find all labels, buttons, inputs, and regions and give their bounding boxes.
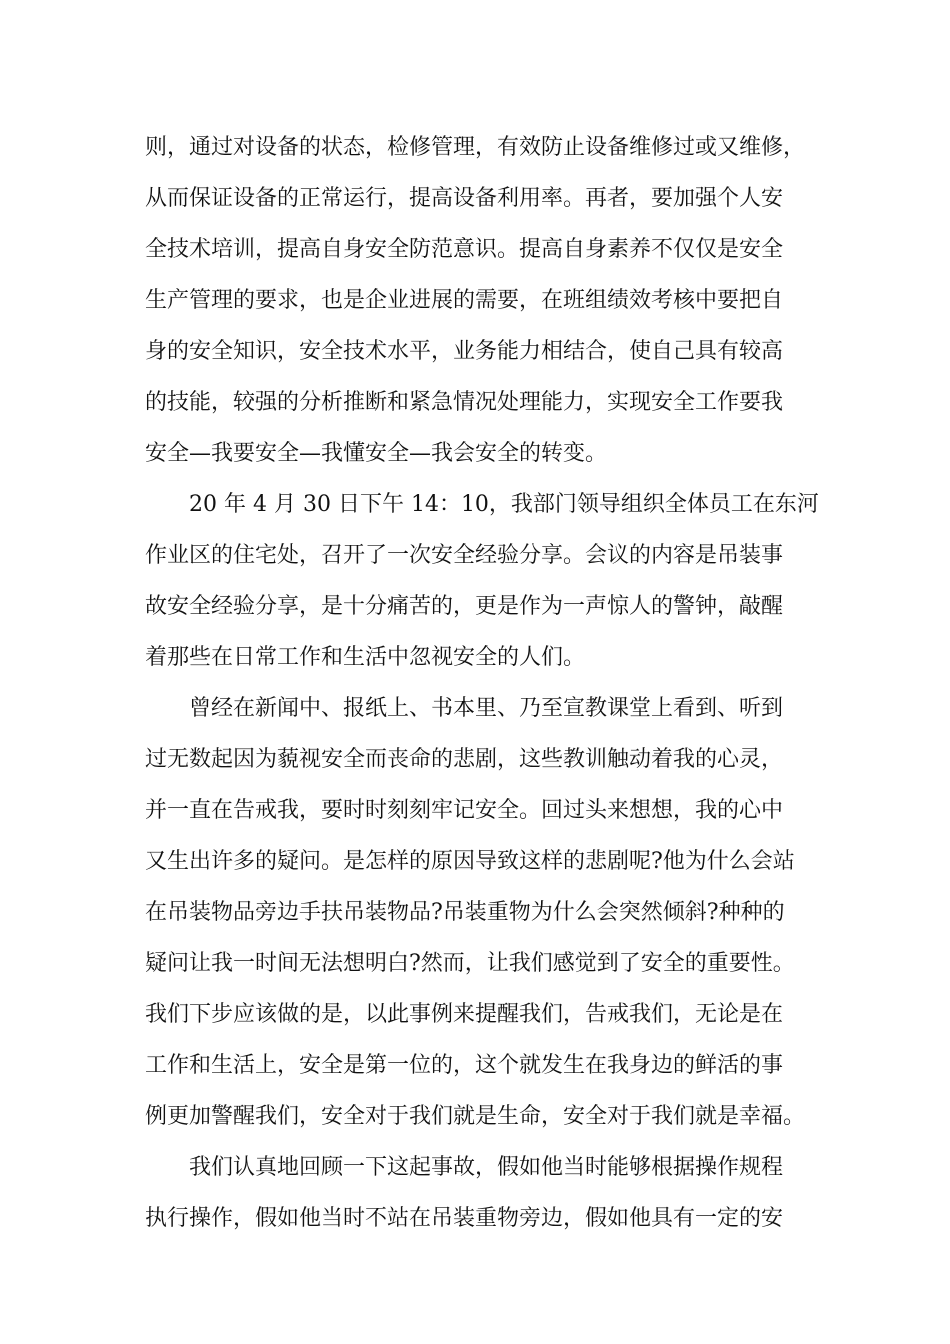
text-line: 我们下步应该做的是，以此事例来提醒我们，告戒我们，无论是在 [145, 1002, 784, 1027]
text-line: 生产管理的要求，也是企业进展的需要，在班组绩效考核中要把自 [145, 288, 784, 313]
paragraph-first-line: 20 年 4 月 30 日下午 14：10，我部门领导组织全体员工在东河 [189, 492, 819, 517]
text-line: 例更加警醒我们，安全对于我们就是生命，安全对于我们就是幸福。 [145, 1104, 806, 1129]
text-line: 工作和生活上，安全是第一位的，这个就发生在我身边的鲜活的事 [145, 1053, 784, 1078]
text-line: 的技能，较强的分析推断和紧急情况处理能力，实现安全工作要我 [145, 390, 784, 415]
text-line: 在吊装物品旁边手扶吊装物品?吊装重物为什么会突然倾斜?种种的 [145, 900, 785, 925]
text-line: 疑问让我一时间无法想明白?然而，让我们感觉到了安全的重要性。 [145, 951, 795, 976]
text-line: 着那些在日常工作和生活中忽视安全的人们。 [145, 645, 586, 670]
paragraph-first-line: 曾经在新闻中、报纸上、书本里、乃至宣教课堂上看到、听到 [189, 696, 784, 721]
text-line: 执行操作，假如他当时不站在吊装重物旁边，假如他具有一定的安 [145, 1206, 784, 1231]
text-line: 作业区的住宅处，召开了一次安全经验分享。会议的内容是吊装事 [145, 543, 784, 568]
text-line: 身的安全知识，安全技术水平，业务能力相结合，使自己具有较高 [145, 339, 784, 364]
text-line: 则，通过对设备的状态，检修管理，有效防止设备维修过或又维修， [145, 135, 806, 160]
text-line: 全技术培训，提高自身安全防范意识。提高自身素养不仅仅是安全 [145, 237, 784, 262]
text-line: 又生出许多的疑问。是怎样的原因导致这样的悲剧呢?他为什么会站 [145, 849, 795, 874]
paragraph-first-line: 我们认真地回顾一下这起事故，假如他当时能够根据操作规程 [189, 1155, 784, 1180]
document-body [145, 122, 845, 1244]
text-line: 从而保证设备的正常运行，提高设备利用率。再者，要加强个人安 [145, 186, 784, 211]
text-line: 安全—我要安全—我懂安全—我会安全的转变。 [145, 441, 608, 466]
text-line: 过无数起因为藐视安全而丧命的悲剧，这些教训触动着我的心灵， [145, 747, 784, 772]
text-line: 故安全经验分享，是十分痛苦的，更是作为一声惊人的警钟，敲醒 [145, 594, 784, 619]
text-line: 并一直在告戒我，要时时刻刻牢记安全。回过头来想想，我的心中 [145, 798, 784, 823]
